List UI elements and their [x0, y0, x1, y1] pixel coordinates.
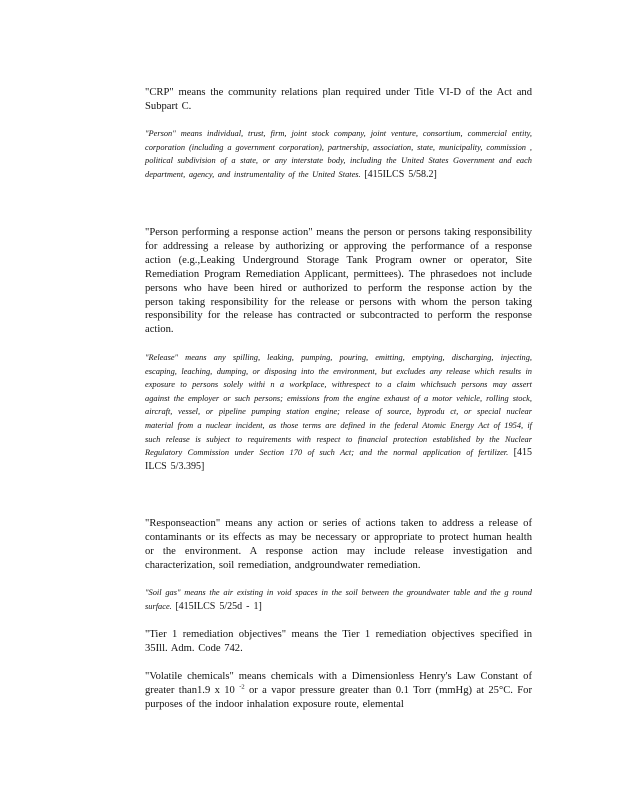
definition-volatile-text-after: or a vapor pressure greater than 0.1 Torr (mmHg) at 25°C. For purposes of the indoor inhalation exposure route, elemental: [145, 684, 532, 710]
definition-tier1-text: "Tier 1 remediation objectives" means the Tier 1 remediation objectives specified in 35Ill. Adm. Code 742.: [145, 629, 532, 654]
definition-person-text: "Person" means individual, trust, firm, joint stock company, joint venture, consortium, commercial entity, corporation (including a government corporation), partnership, association, state, municipality, commission , political subdivision of a state, or any interstate body, including the United States Government and each department, agency, and instrumentality of the United States.: [145, 129, 532, 179]
definition-crp: [145, 86, 532, 114]
definition-release-text: "Release" means any spilling, leaking, pumping, pouring, emitting, emptying, discharging, injecting, escaping, leaching, dumping, or disposing into the environment, but excludes any release which results in exposure to persons solely withi n a workplace, withrespect to a claim whichsuch persons may assert against the employer or such persons; emissions from the engine exhaust of a motor vehicle, rolling stock, aircraft, vessel, or pipeline pumping station engine; release of source, byprodu ct, or special nuclear material from a nuclear incident, as those terms are defined in the federal Atomic Energy Act of 1954, if such release is subject to requirements with respect to financial protection established by the Nuclear Regulatory Commission under Section 170 of such Act; and the normal application of fertilizer.: [145, 353, 532, 458]
definition-person: [145, 127, 532, 181]
definition-soil-gas-citation: [415ILCS 5/25d - 1]: [175, 600, 262, 612]
definition-tier1: [145, 628, 532, 656]
definition-response-action-text: "Responseaction" means any action or series of actions taken to address a release of contaminants or its effects as may be necessary or appropriate to protect human health or the environment. A response action may include release investigation and characterization, soil remediation, andgroundwater remediation.: [145, 518, 532, 571]
definition-release-citation: [415 ILCS 5/3.395]: [145, 447, 533, 472]
definition-soil-gas-text: "Soil gas" means the air existing in void spaces in the soil between the groundwater table and the g round surface.: [145, 588, 532, 611]
definition-response-action: [145, 517, 532, 573]
definition-person-citation: [415ILCS 5/58.2]: [364, 168, 437, 180]
definition-person-performing-text: "Person performing a response action" means the person or persons taking responsibility for addressing a release by authorizing or approving the performance of a response action (e.g.,Leaking Underground Storage Tank Program owner or operator, Site Remediation Program Remediation Applicant, permittees). The phrasedoes not include persons who have been hired or authorized to perform the response action by the person taking responsibility for the release or persons with whom the person taking responsibility for the release has contracted or subcontracted to perform the response action.: [145, 227, 532, 336]
definition-volatile-text-before: "Volatile chemicals" means chemicals with a Dimensionless Henry's Law Constant of greater than1.9 x 10: [145, 671, 532, 696]
definition-release: [145, 351, 532, 473]
definition-crp-text: "CRP" means the community relations plan required under Title VI-D of the Act and Subpart C.: [145, 87, 532, 112]
definition-person-performing: [145, 226, 532, 337]
definition-volatile-chemicals: [145, 670, 532, 712]
definition-soil-gas: [145, 586, 532, 613]
definition-volatile-exponent: -2: [239, 683, 245, 691]
